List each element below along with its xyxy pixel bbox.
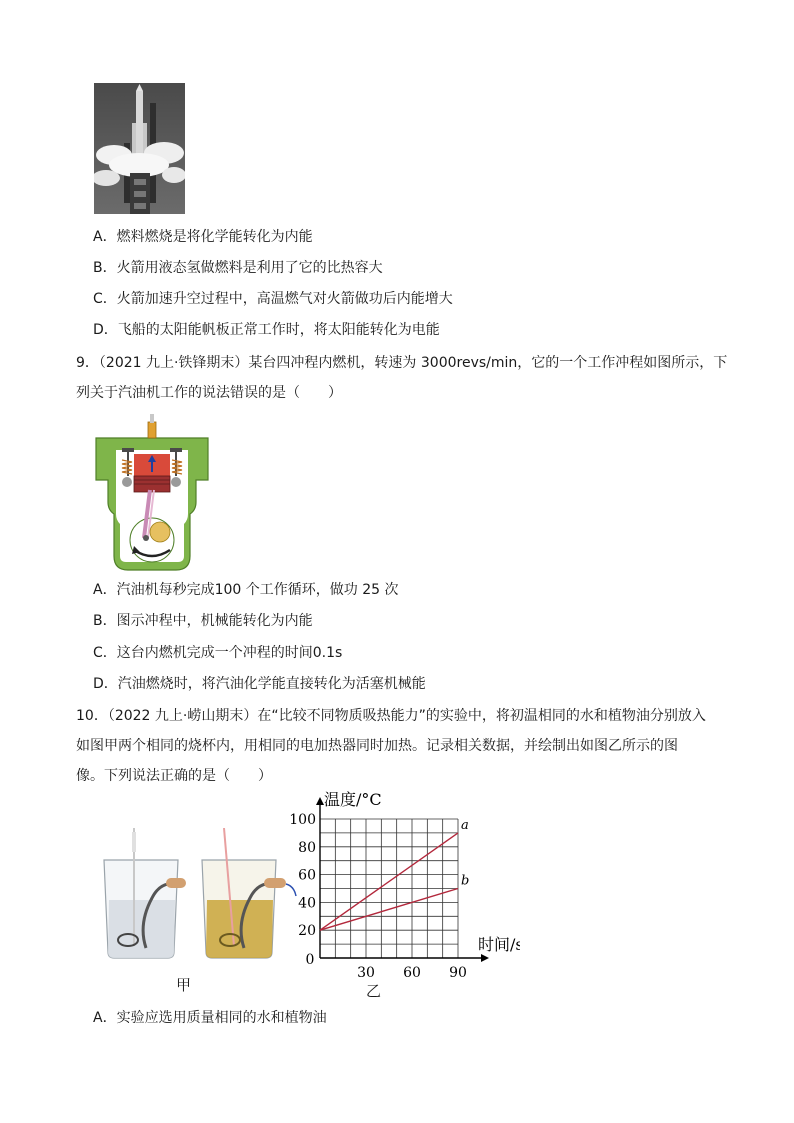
series-line-a <box>320 833 458 930</box>
series-line-b <box>320 889 458 931</box>
x-axis-label: 时间/s <box>478 935 520 954</box>
y-tick-label: 40 <box>298 895 316 912</box>
x-tick-label: 90 <box>449 965 467 981</box>
y-axis-arrow <box>316 797 324 805</box>
q8-option-a: A．燃料燃烧是将化学能转化为内能 <box>93 229 313 245</box>
origin-label: 0 <box>305 952 315 968</box>
beakers-figure <box>98 828 298 968</box>
q9-option-b: B．图示冲程中，机械能转化为内能 <box>93 613 313 629</box>
q8-option-d: D．飞船的太阳能帆板正常工作时，将太阳能转化为电能 <box>93 322 440 338</box>
y-tick-label: 60 <box>298 867 316 884</box>
q10-stem-line-2: 如图甲两个相同的烧杯内，用相同的电加热器同时加热。记录相关数据，并绘制出如图乙所示的图 <box>76 738 678 754</box>
engine-cylinder-diagram <box>94 410 210 572</box>
x-tick-label: 30 <box>357 965 375 981</box>
q8-option-c: C．火箭加速升空过程中，高温燃气对火箭做功后内能增大 <box>93 291 453 307</box>
series-label-a: a <box>461 817 469 833</box>
q9-stem-line-2: 列关于汽油机工作的说法错误的是（ ） <box>76 385 342 401</box>
q10-stem-line-1: 10．（2022 九上·崂山期末）在“比较不同物质吸热能力”的实验中，将初温相同的水和植物油分别放入 <box>76 708 706 724</box>
q8-option-b: B．火箭用液态氢做燃料是利用了它的比热容大 <box>93 260 383 276</box>
q9-option-c: C．这台内燃机完成一个冲程的时间0.1s <box>93 645 343 661</box>
q9-option-a: A．汽油机每秒完成100 个工作循环，做功 25 次 <box>93 582 399 598</box>
figure-yi-label: 乙 <box>366 982 382 1000</box>
series-label-b: b <box>461 873 470 889</box>
x-tick-label: 60 <box>403 965 421 981</box>
figure-jia-label: 甲 <box>176 976 192 994</box>
y-tick-label: 80 <box>298 839 316 856</box>
y-tick-label: 20 <box>298 923 316 940</box>
q10-stem-line-3: 像。下列说法正确的是（ ） <box>76 768 272 784</box>
x-axis-arrow <box>481 954 489 962</box>
y-axis-label: 温度/°C <box>324 790 382 809</box>
rocket-launch-photo <box>94 83 185 214</box>
temperature-time-chart <box>290 790 520 990</box>
q10-option-a: A．实验应选用质量相同的水和植物油 <box>93 1010 327 1026</box>
q9-option-d: D．汽油燃烧时，将汽油化学能直接转化为活塞机械能 <box>93 676 426 692</box>
y-tick-label: 100 <box>290 812 316 828</box>
q9-stem-line-1: 9．（2021 九上·铁锋期末）某台四冲程内燃机，转速为 3000revs/min，它的一个工作冲程如图所示，下 <box>76 355 728 371</box>
